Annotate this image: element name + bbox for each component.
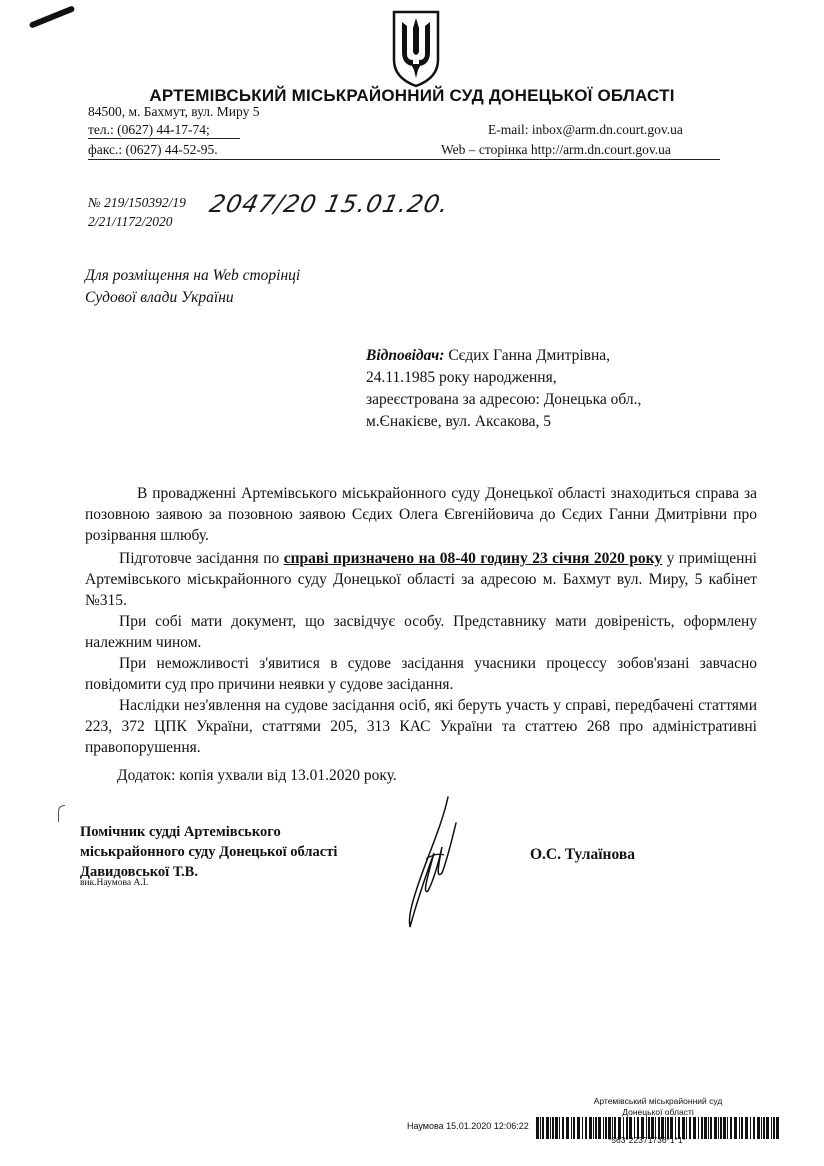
handwritten-signature [398,795,466,930]
barcode-bar [720,1117,722,1139]
barcode-bar [550,1117,551,1139]
court-website: Web – сторінка http://arm.dn.court.gov.ua [441,142,671,157]
court-email: E-mail: inbox@arm.dn.court.gov.ua [488,122,683,137]
barcode-bar [750,1117,751,1139]
placement-note-line: Судової влади України [85,289,234,306]
signer-name: О.С. Тулаїнова [530,846,635,863]
barcode-bar [585,1117,587,1139]
defendant-registration: зареєстрована за адресою: Донецька обл., [366,391,642,408]
barcode-bar [776,1117,779,1139]
court-fax: факс.: (0627) 44-52-95. [88,142,218,157]
barcode-bar [582,1117,583,1139]
handwritten-registration: 2047/20 15.01.20. [207,190,452,218]
barcode-bar [757,1117,760,1139]
barcode-bar [577,1117,580,1139]
barcode-bar [593,1117,594,1139]
barcode-bar [698,1117,699,1139]
stamp-organization [588,1096,728,1118]
barcode-bar [727,1117,728,1139]
barcode-bar [771,1117,772,1139]
barcode-bar [723,1117,726,1139]
barcode-bar [701,1117,703,1139]
barcode-bar [546,1117,549,1139]
barcode-bar [739,1117,740,1139]
barcode-bar [693,1117,696,1139]
court-name: АРТЕМІВСЬКИЙ МІСЬКРАЙОННИЙ СУД ДОНЕЦЬКОЇ ОБЛАСТІ [149,86,675,105]
notice-body [85,483,757,758]
margin-mark [58,805,65,822]
barcode-bar [536,1117,539,1139]
hearing-text: Підготовче засідання по [119,550,284,567]
barcode-bar [753,1117,755,1139]
notice-paragraph: При собі мати документ, що засвідчує особу. Представнику мати довіреність, оформлену належним чином. [85,613,757,651]
barcode-bar [562,1117,564,1139]
barcode-bar [605,1117,607,1139]
attachment-note: Додаток: копія ухвали від 13.01.2020 року. [117,767,397,784]
executor-note: вик.Наумова А.І. [80,878,149,888]
barcode-bar [595,1117,597,1139]
signer-line: міськрайонного суду Донецької області [80,844,338,860]
defendant-birth: 24.11.1985 року народження, [366,369,557,386]
defendant-label: Відповідач: [366,347,445,364]
notice-paragraph: Наслідки нез'явлення на судове засідання осіб, які беруть участь у справі, передбачені статтями 223, 372 ЦПК України, статтями 205, 313 КАС України та статтею 268 про адміністративні правопорушення. [85,697,757,756]
signer-position [80,822,337,882]
barcode-bar [686,1117,687,1139]
notice-paragraph: При неможливості з'явитися в судове засідання учасники процессу зобов'язані завчасно повідомити суд про причини неявки у судове засідання. [85,655,757,693]
stamp-operator-time: Наумова 15.01.2020 12:06:22 [407,1121,529,1131]
barcode-bar [540,1117,541,1139]
scan-mark [29,5,76,29]
defendant-block [366,345,641,433]
barcode-bar [689,1117,691,1139]
signer-line: Помічник судді Артемівського [80,824,281,840]
stamp-org-line: Донецької області [622,1107,694,1117]
barcode-bar [710,1117,712,1139]
barcode-bar [559,1117,560,1139]
barcode-bar [741,1117,743,1139]
barcode-bar [761,1117,762,1139]
trident-emblem-icon [390,8,442,88]
hearing-paragraph [85,548,757,611]
barcode-bar [745,1117,748,1139]
defendant-address: м.Єнакієве, вул. Аксакова, 5 [366,413,552,430]
barcode-bar [704,1117,707,1139]
barcode-bar [773,1117,775,1139]
placement-note [85,265,300,309]
barcode-bar [542,1117,544,1139]
barcode-bar [573,1117,575,1139]
barcode-bar [598,1117,601,1139]
defendant-name: Сєдих Ганна Дмитрівна, [448,347,611,364]
barcode-bar [603,1117,604,1139]
hearing-date: справі призначено на 08-40 годину 23 січня 2020 року [283,550,663,567]
proceeding-number: 2/21/1172/2020 [88,214,173,229]
barcode-bar [708,1117,709,1139]
barcode-bar [763,1117,765,1139]
signer-line: Давидовської Т.В. [80,864,198,880]
case-reference [88,193,186,231]
court-phone: тел.: (0627) 44-17-74; [88,122,210,137]
barcode-bar [718,1117,719,1139]
barcode-number: *563*22371736*1*1* [608,1135,686,1145]
hearing-location: у приміщенні Артемівського міськрайонного суду Донецької області за адресою м. Бахмут вул. Миру, 5 кабінет №315. [85,550,757,609]
barcode-bar [589,1117,592,1139]
stamp-org-line: Артемівський міськрайонний суд [593,1096,723,1106]
placement-note-line: Для розміщення на Web сторінці [85,267,301,284]
barcode-bar [730,1117,732,1139]
barcode-bar [714,1117,717,1139]
barcode-bar [766,1117,769,1139]
court-address: 84500, м. Бахмут, вул. Миру 5 [88,104,260,119]
case-number: № 219/150392/19 [88,195,186,210]
barcode-bar [734,1117,737,1139]
barcode-bar [571,1117,572,1139]
barcode-bar [555,1117,558,1139]
notice-paragraph: В провадженні Артемівського міськрайонного суду Донецької області знаходиться справа за позовною заявою за позовною заявою Сєдих Олега Євгенійовича до Сєдих Ганни Дмитрівни про розірвання шлюбу. [85,485,757,544]
barcode-bar [552,1117,554,1139]
header-rule [88,138,240,139]
header-rule [88,159,720,160]
barcode-bar [566,1117,569,1139]
